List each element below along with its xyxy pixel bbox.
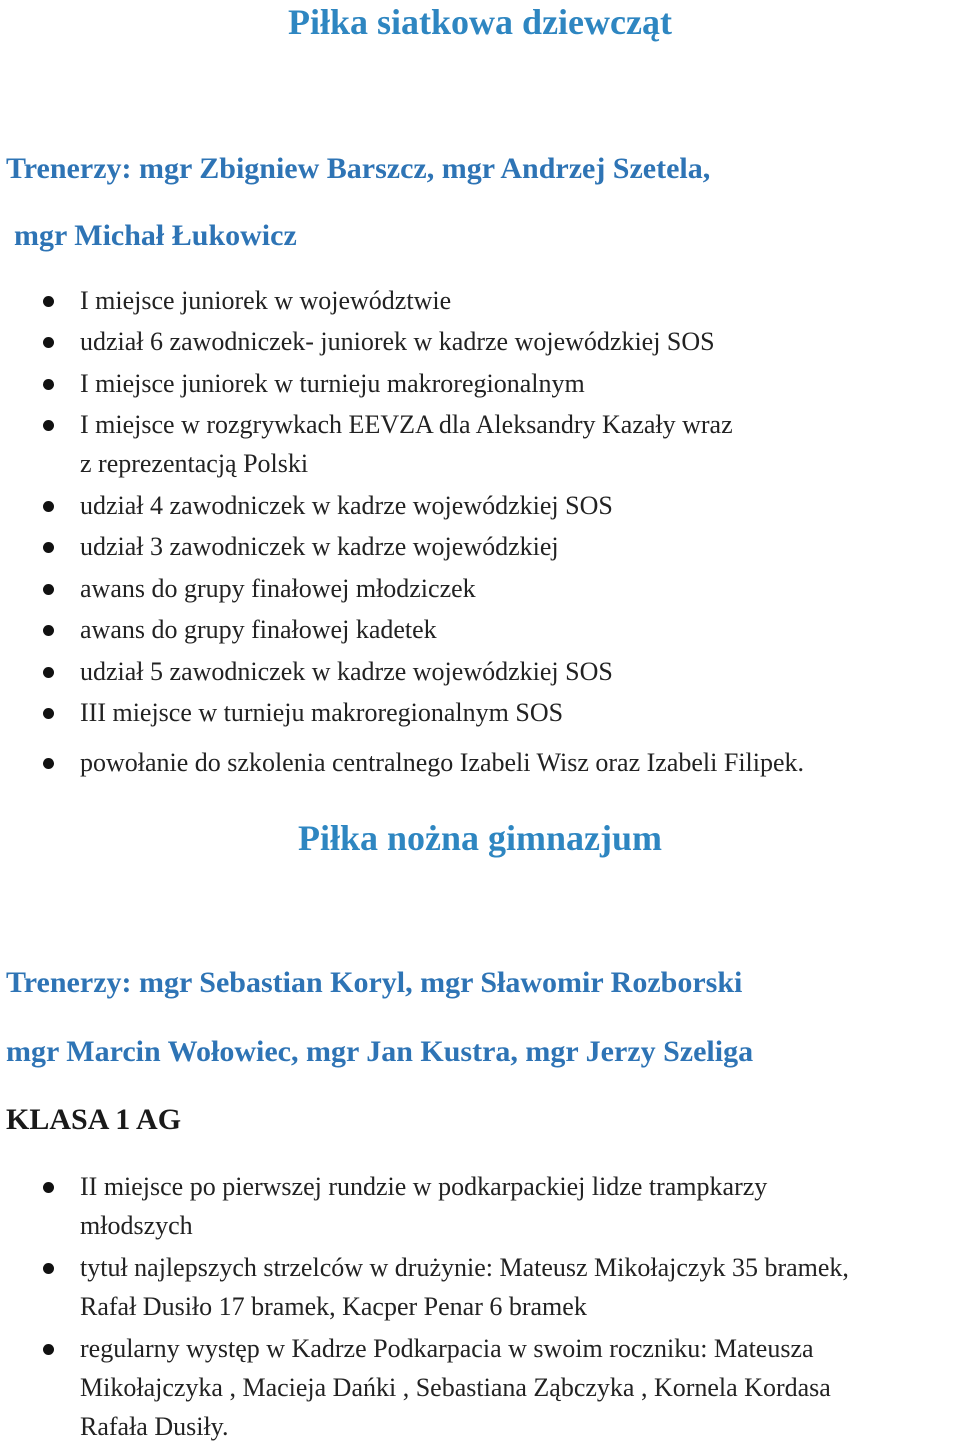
list-item-continuation: młodszych <box>80 1211 193 1240</box>
list-item: I miejsce juniorek w województwie <box>80 286 452 315</box>
bullet-icon <box>43 501 54 512</box>
section-title-volleyball: Piłka siatkowa dziewcząt <box>288 2 672 42</box>
list-item: regularny występ w Kadrze Podkarpacia w swoim roczniku: Mateusza <box>80 1334 814 1363</box>
list-item-continuation: Rafała Dusiły. <box>80 1412 229 1441</box>
bullet-icon <box>43 379 54 390</box>
list-item: udział 6 zawodniczek- juniorek w kadrze wojewódzkiej SOS <box>80 327 715 356</box>
list-item-continuation: Mikołajczyka , Macieja Dańki , Sebastiana Ząbczyka , Kornela Kordasa <box>80 1373 831 1402</box>
bullet-icon <box>43 420 54 431</box>
list-item: powołanie do szkolenia centralnego Izabeli Wisz oraz Izabeli Filipek. <box>80 748 805 777</box>
list-item: udział 4 zawodniczek w kadrze wojewódzkiej SOS <box>80 491 613 520</box>
list-item: I miejsce w rozgrywkach EEVZA dla Aleksandry Kazały wraz <box>80 410 733 439</box>
list-item: udział 5 zawodniczek w kadrze wojewódzkiej SOS <box>80 657 613 686</box>
list-item-continuation: Rafał Dusiło 17 bramek, Kacper Penar 6 bramek <box>80 1292 587 1321</box>
bullet-icon <box>43 625 54 636</box>
trainers-line-2: mgr Marcin Wołowiec, mgr Jan Kustra, mgr Jerzy Szeliga <box>6 1035 754 1068</box>
bullet-icon <box>43 667 54 678</box>
trainers-line-2: mgr Michał Łukowicz <box>14 219 297 252</box>
list-item: awans do grupy finałowej kadetek <box>80 615 437 644</box>
bullet-icon <box>43 758 54 769</box>
list-item: III miejsce w turnieju makroregionalnym SOS <box>80 698 564 727</box>
list-item: II miejsce po pierwszej rundzie w podkarpackiej lidze trampkarzy <box>80 1172 768 1201</box>
list-item: awans do grupy finałowej młodziczek <box>80 574 476 603</box>
bullet-icon <box>43 296 54 307</box>
trainers-line-1: Trenerzy: mgr Sebastian Koryl, mgr Sławomir Rozborski <box>6 966 743 999</box>
list-item: tytuł najlepszych strzelców w drużynie: Mateusz Mikołajczyk 35 bramek, <box>80 1253 849 1282</box>
bullet-icon <box>43 584 54 595</box>
list-item: I miejsce juniorek w turnieju makroregionalnym <box>80 369 585 398</box>
bullet-icon <box>43 1182 54 1193</box>
list-item-continuation: z reprezentacją Polski <box>80 449 309 478</box>
bullet-icon <box>43 337 54 348</box>
bullet-icon <box>43 1263 54 1274</box>
class-label: KLASA 1 AG <box>6 1103 182 1136</box>
section-title-football: Piłka nożna gimnazjum <box>297 818 663 858</box>
list-item: udział 3 zawodniczek w kadrze wojewódzkiej <box>80 532 559 561</box>
bullet-icon <box>43 1344 54 1355</box>
bullet-icon <box>43 708 54 719</box>
trainers-line-1: Trenerzy: mgr Zbigniew Barszcz, mgr Andrzej Szetela, <box>6 152 711 185</box>
bullet-icon <box>43 542 54 553</box>
